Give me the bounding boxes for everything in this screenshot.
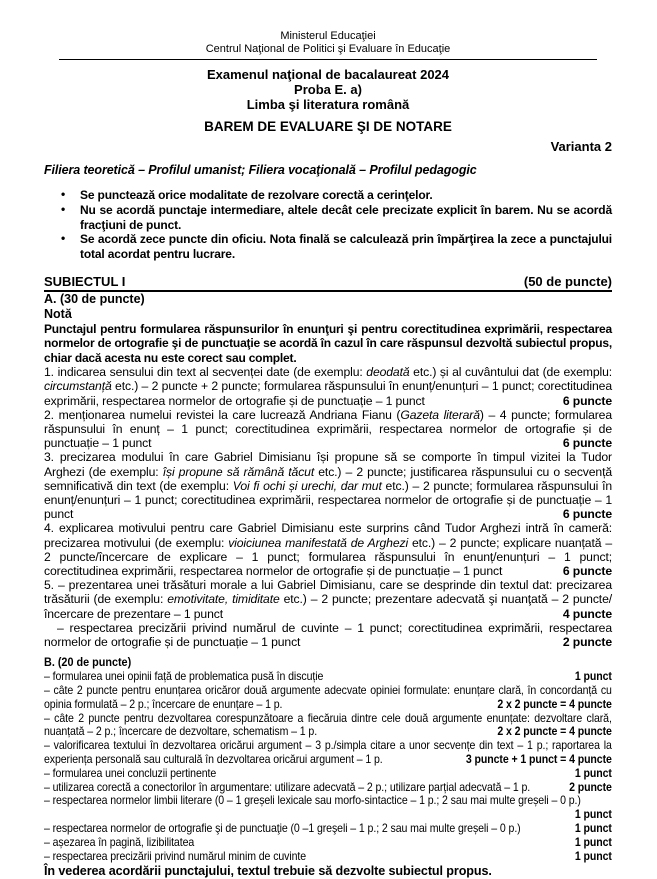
agency-name: Centrul Naţional de Politici şi Evaluare în Educaţie (205, 43, 451, 55)
rubric-item-points: 6 puncte (562, 436, 612, 451)
rubric-item-points: 1 punct (574, 807, 612, 822)
rubric-item-a5 (44, 578, 612, 621)
rubric-item-a2 (44, 408, 612, 451)
rubric-item-text: 2. menționarea numelui revistei la care lucrează Andriana Fianu (Gazeta literară) – 4 puncte; formularea răspunsului în enunț – 1 punct; corectitudinea exprimării, respectarea normelor de ortografie și de punctuație – 1 punct (44, 407, 612, 451)
proba-label: Proba E. a) (294, 82, 362, 97)
rubric-item-a4 (44, 521, 612, 578)
rubric-item-points: 3 puncte + 1 punct = 4 puncte (465, 752, 612, 767)
rubric-item-text: – așezarea în pagină, lizibilitatea (44, 834, 195, 849)
ministry-name: Ministerul Educaţiei (280, 30, 376, 42)
rubric-item-text: – utilizarea corectă a conectorilor în argumentare: utilizare adecvată – 2 p.; utilizare parțial adecvată – 1 p. (44, 779, 531, 794)
rubric-item-b3 (44, 712, 612, 740)
rubric-item-points: 6 puncte (562, 393, 612, 408)
rubric-item-points: 1 punct (574, 669, 612, 684)
footer-note: În vederea acordării punctajului, textul trebuie să dezvolte subiectul propus. (44, 864, 492, 879)
rubric-item-text: – respectarea normelor limbii literare (0 – 1 greșeli lexicale sau morfo-sintactice – 1 p.; 2 sau mai multe greșeli – 0 p.) (44, 793, 581, 808)
rubric-item-b5 (44, 767, 612, 781)
general-rule-item: • Se punctează orice modalitate de rezolvare corectă a cerinţelor. (44, 188, 612, 203)
rubric-item-points: 2 x 2 puncte = 4 puncte (497, 724, 612, 739)
rubric-item-text: 1. indicarea sensului din text al secvenței date (de exemplu: deodată etc.) și al cuvântului dat (de exemplu: circumstanță etc.) – 2 puncte + 2 puncte; formularea răspunsului în enunț/enunțuri – 1 punct; corectitudinea exprimării, respectarea normelor de ortografie și de punctuație – 1 punct (44, 365, 612, 408)
rubric-item-b4 (44, 739, 612, 767)
discipline-title: Limba şi literatura română (246, 97, 410, 112)
rubric-item-b1 (44, 670, 612, 684)
rubric-item-points: 1 punct (574, 834, 612, 849)
rubric-item-a5-sub (44, 621, 612, 649)
section-b (44, 655, 612, 863)
exam-title: Examenul naţional de bacalaureat 2024 (206, 67, 450, 82)
subject-points: (50 de puncte) (523, 273, 612, 289)
section-b-heading: B. (20 de puncte) (44, 655, 132, 670)
rubric-item-text: – respectarea normelor de ortografie şi de punctuaţie (0 –1 greşeli – 1 p.; 2 sau mai multe greșeli – 0 p.) (44, 821, 521, 836)
rubric-item-points: 1 punct (574, 848, 612, 863)
rubric-item-b10 (44, 850, 612, 864)
rubric-item-b8 (44, 822, 612, 836)
barem-title: BAREM DE EVALUARE ŞI DE NOTARE (204, 119, 452, 134)
rubric-item-text: – câte 2 puncte pentru dezvoltarea corespunzătoare a fiecăruia dintre cele două argumente enunțate: dezvoltare clară, nuanțată – 2 p.; încercare de dezvoltare, schematism – 1 p. (44, 710, 612, 739)
general-rules-list (44, 188, 612, 262)
rubric-item-b6 (44, 781, 612, 795)
header-divider (59, 59, 597, 60)
note-label: Notă (44, 306, 72, 321)
rubric-item-points: 2 puncte (562, 635, 612, 650)
rubric-item-points: 4 puncte (562, 606, 612, 621)
rubric-item-text: – respectarea precizării privind numărul de cuvinte – 1 punct; corectitudinea exprimării, respectarea normelor de ortografie și de punctuație – 1 punct (44, 620, 612, 650)
rubric-item-text: 4. explicarea motivului pentru care Gabriel Dimisianu este surprins când Tudor Arghezi intră în cameră: precizarea motivului (de exemplu: vioiciunea manifestată de Arghezi etc.) – 2 puncte; explicare nuanțată – 2 puncte/încercare de explicare – 1 punct; formularea răspunsului în enunț/enunțuri – 1 punct; corectitudinea exprimării, respectarea normelor de ortografie și de punctuație – 1 punct (44, 521, 612, 579)
rubric-item-points: 6 puncte (562, 507, 612, 522)
rubric-item-text: 5. – prezentarea unei trăsături morale a lui Gabriel Dimisianu, care se desprinde din textul dat: precizarea trăsăturii (de exemplu: emotivitate, timiditate etc.) – 2 puncte; prezentare adecvată şi nuanţată – 2 puncte/încercare de prezentare – 1 punct (44, 578, 612, 621)
rubric-item-text: – câte 2 puncte pentru enunțarea oricăror două argumente adecvate opiniei formulate: enunțare clară, în concordanță cu opinia formulată – 2 p.; încercare de enunțare – 1 p. (44, 683, 612, 711)
rubric-item-text: – formularea unei concluzii pertinente (44, 765, 217, 780)
rubric-item-points: 6 puncte (562, 564, 612, 579)
rubric-item-text: – valorificarea textului în dezvoltarea oricărui argument – 3 p./simpla citare a unor secvențe din text – 1 p.; raportarea la experiența personală sau culturală în dezvoltarea oricărui argument – 1 p. (44, 738, 612, 767)
rubric-item-b7 (44, 794, 612, 822)
title-block (44, 67, 612, 134)
section-a-heading: A. (30 de puncte) (44, 291, 145, 306)
rubric-item-points: 2 x 2 puncte = 4 puncte (497, 696, 612, 711)
filiera-line: Filiera teoretică – Profilul umanist; Filiera vocaţională – Profilul pedagogic (44, 163, 477, 177)
rubric-item-b9 (44, 836, 612, 850)
general-rule-item: • Se acordă zece puncte din oficiu. Nota finală se calculează prin împărţirea la zece a punctajului total acordat pentru lucrare. (44, 232, 612, 262)
rubric-item-a1 (44, 365, 612, 408)
variant-label: Varianta 2 (550, 139, 612, 154)
general-rule-item: • Nu se acordă punctaje intermediare, altele decât cele precizate explicit în barem. Nu se acordă fracţiuni de punct. (44, 203, 612, 233)
rubric-item-points: 2 puncte (569, 779, 612, 794)
rubric-item-points: 1 punct (574, 821, 612, 836)
rubric-item-a3 (44, 450, 612, 521)
subject-heading-row (44, 274, 612, 292)
subject-title: SUBIECTUL I (44, 273, 126, 289)
rubric-item-text: 3. precizarea modului în care Gabriel Dimisianu își propune să se comporte în timpul vizitei la Tudor Arghezi (de exemplu: își propune să rămână tăcut etc.) – 2 puncte; justificarea răspunsului cu o secvență semnificativă din text (de exemplu: Voi fi ochi și urechi, dar mut etc.) – 2 puncte; formularea răspunsului în enunț/enunțuri – 1 punct; corectitudinea exprimării, respectarea normelor de ortografie și de punctuație – 1 punct (44, 450, 613, 522)
rubric-item-text: – formularea unei opinii față de problematica pusă în discuție (44, 669, 324, 684)
note-text: Punctajul pentru formularea răspunsurilor în enunţuri şi pentru corectitudinea exprimării, respectarea normelor de ortografie şi de punctuaţie se acordă în cazul în care răspunsul dezvoltă subiectul propus, chiar dacă acesta nu este corect sau complet. (44, 321, 612, 365)
rubric-item-text: – respectarea precizării privind numărul minim de cuvinte (44, 848, 307, 863)
rubric-item-b2 (44, 684, 612, 712)
rubric-item-points: 1 punct (574, 765, 612, 780)
